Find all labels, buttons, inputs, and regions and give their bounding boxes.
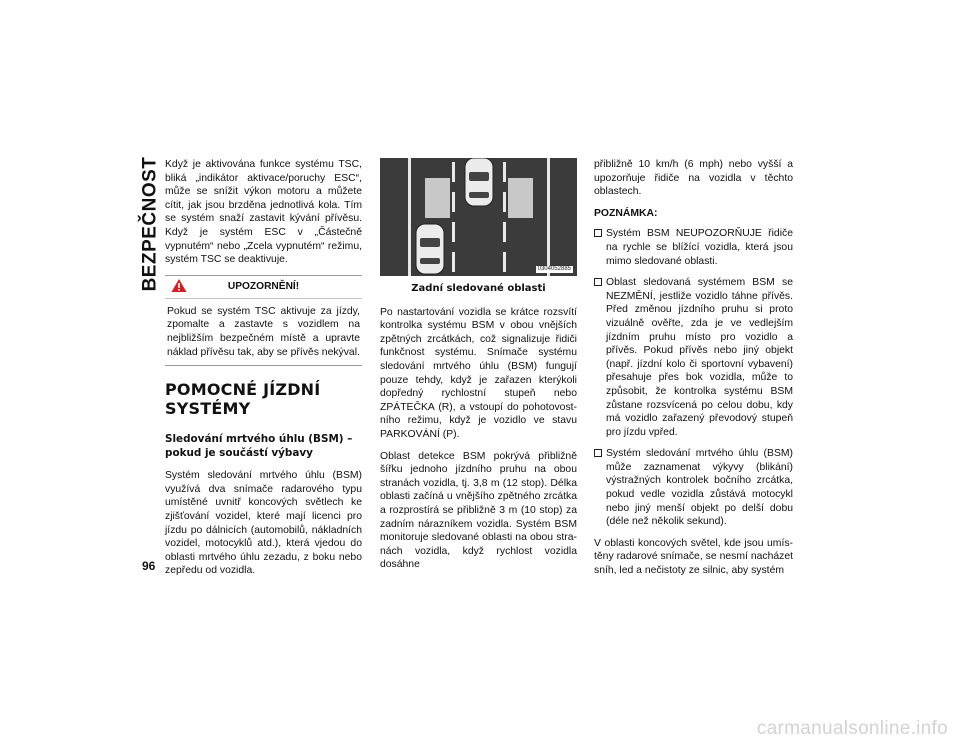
watermark: carmanualsonline.info [756,718,948,739]
lane-edge-left [408,158,411,276]
note-bullet-text: Oblast sledovaná systémem BSM se NEZMĚNÍ, jestliže vozidlo táhne přívěs. Před změnou jízdního pruhu si proto vizuálně ověřte, zda je ve vedlejším jízdním pruhu místo pro vozidlo a přívěs. Pokud přívěs nebo jiný objekt (např. jízdní kolo či sportovní vybavení) přesahuje přes bok vozidla, může to způsobit, že kontrolka systému BSM zůstane rozsvícená po celou dobu, kdy má vozidlo zařazený převodový stupeň pro jízdu vpřed. [606,277,793,438]
figure-caption: Zadní sledované oblasti [411,283,546,294]
rear-monitored-zones-figure [380,158,577,276]
side-tab-label: BEZPEČNOST [139,156,161,292]
checkbox-bullet-icon [594,229,602,237]
host-vehicle [465,158,493,206]
startup-paragraph: Po nastartování vozidla se krátce rozsvítí kontrolka systému BSM v obou vnějších zpětných zrcátkách, což signalizuje řidiči funkčnost systému. Snímače systému sledování mrtvého úhlu (BSM) fungují pouze tehdy, když je zařazen kterýkoli dopředný rychlostní stupeň nebo ZPÁTEČKA (R), a vstoupí do pohotovostního režimu, když je vozidlo ve stavu PARKOVÁNÍ (P). [380,306,577,440]
note-bullet-text: Systém sledování mrtvého úhlu (BSM) může zaznamenat výkyvy (blikání) výstražných kontrolek bočního zrcátka, pokud vedle vozidla zůstává motocykl nebo jiný menší objekt po delší dobu (déle než několik sekund). [606,448,793,528]
detection-zone-left [425,178,450,218]
warning-title: UPOZORNĚNÍ! [227,280,300,292]
checkbox-bullet-icon [594,278,602,286]
subsection-title: Sledování mrtvého úhlu (BSM) – pokud je součástí výbavy [165,433,353,460]
page-number: 96 [142,559,156,573]
column-left [165,158,362,586]
note-title: POZNÁMKA: [594,207,658,219]
closing-paragraph: V oblasti koncových světel, kde jsou umístěny radarové snímače, se nesmí nacházet sníh, led a nečistoty ze silnic, aby systém [594,537,793,577]
section-side-tab [138,156,162,292]
note-bullet [594,447,793,529]
warning-box [165,275,362,366]
warning-text: Pokud se systém TSC aktivuje za jízdy, zpomalte a zastavte s vozidlem na nejbližším bezpečném místě a upravte náklad přívěsu tak, aby se přívěs nekýval. [165,298,362,365]
warning-triangle-icon [171,278,187,293]
note-bullet [594,227,793,268]
speed-paragraph: přibližně 10 km/h (6 mph) nebo vyšší a upozorňuje řidiče na vozidla v těchto oblastech. [594,159,793,198]
warning-header [165,276,362,298]
column-right [594,158,793,586]
checkbox-bullet-icon [594,449,602,457]
approaching-vehicle [416,224,444,274]
lane-edge-right [547,158,550,276]
section-title: POMOCNÉ JÍZDNÍ SYSTÉMY [165,380,321,419]
road-diagram [380,158,577,276]
detection-zone-paragraph: Oblast detekce BSM pokrývá přibližně šířku jednoho jízdního pruhu na obou stranách vozidla, tj. 3,8 m (12 stop). Délka oblasti začíná u vnějšího zpětného zrcátka a rozprostírá se přibližně 3 m (10 stop) za zadním nárazníkem vozidla. Systém BSM monitoruje sledované oblasti na obou stranách vozidla, když rychlost vozidla dosáhne [380,450,577,571]
note-bullet-text: Systém BSM NEUPOZORŇUJE řidiče na rychle se blížící vozidla, která jsou mimo sledované oblasti. [606,228,793,267]
detection-zone-right [508,178,533,218]
tsc-intro-paragraph: Když je aktivována funkce systému TSC, bliká „indikátor aktivace/poruchy ESC“, může se snížit výkon motoru a můžete cítit, jak jsou brzděna jednotlivá kola. Tím se systém snaží zastavit kývání přívěsu. Když je systém ESC v „Částečně vypnutém“ nebo „Zcela vypnutém“ režimu, systém TSC se deaktivuje. [165,159,362,266]
bsm-description-paragraph: Systém sledování mrtvého úhlu (BSM) využívá dva snímače radarového typu umístěné uvnitř koncových světlech ke zjišťování vozidel, které mají licenci pro jízdu po dálnicích (automobilů, nákladních vozidel, motocyklů atd.), která vjedou do oblasti mrtvého úhlu zezadu, z boku nebo zepředu od vozidla. [165,470,362,577]
note-bullet [594,276,793,439]
column-middle [380,158,577,580]
figure-code: 0304052885 [537,266,571,272]
